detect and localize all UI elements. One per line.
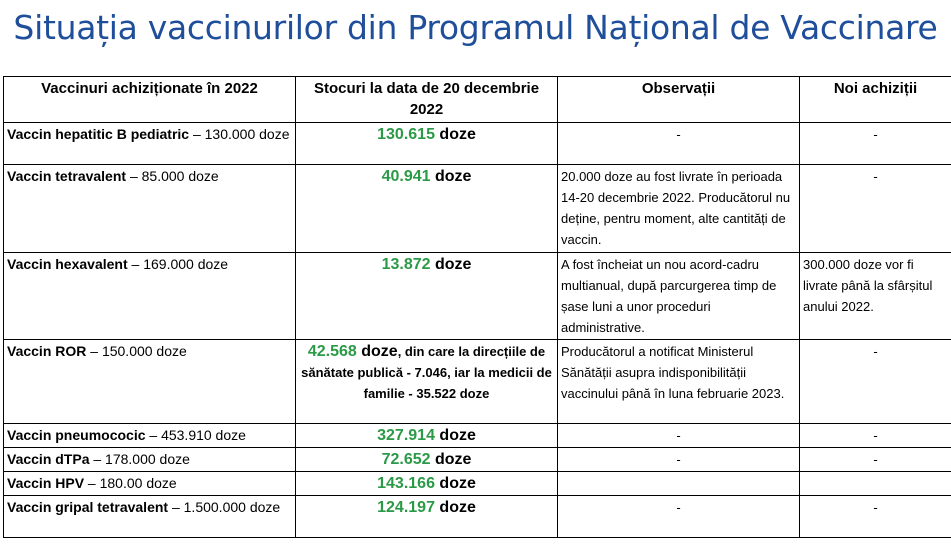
table-row — [4, 340, 951, 424]
observations-cell: 20.000 doze au fost livrate în perioada 14-20 decembrie 2022. Producătorul nu deține, pentru moment, alte cantități de vaccin. — [558, 165, 800, 253]
observations-cell: - — [558, 123, 800, 165]
vaccine-quantity: – 178.000 doze — [89, 451, 190, 467]
vaccine-name: Vaccin dTPa — [7, 451, 90, 467]
table-row — [4, 123, 951, 165]
stock-value: 42.568 — [307, 343, 357, 360]
vaccine-name: Vaccin hepatitic B pediatric — [7, 126, 190, 142]
vaccine-quantity: – 85.000 doze — [126, 168, 219, 184]
stock-value: 40.941 — [381, 168, 431, 185]
new-purchases-cell — [800, 472, 951, 496]
observations-cell: - — [558, 424, 800, 448]
observations-cell: - — [558, 496, 800, 538]
vaccine-name: Vaccin hexavalent — [7, 256, 128, 272]
vaccine-name-cell — [4, 340, 296, 424]
stock-value: 13.872 — [381, 256, 431, 273]
new-purchases-cell: - — [800, 165, 951, 253]
stock-unit: doze — [356, 343, 398, 360]
vaccine-name-cell — [4, 496, 296, 538]
stock-unit: doze — [430, 256, 472, 273]
stock-cell — [296, 424, 558, 448]
stock-value: 124.197 — [377, 499, 435, 516]
stock-value: 130.615 — [377, 126, 435, 143]
vaccine-quantity: – 130.000 doze — [189, 126, 290, 142]
vaccine-name-cell — [4, 472, 296, 496]
table-row — [4, 253, 951, 340]
vaccine-name: Vaccin gripal tetravalent — [7, 499, 169, 515]
stock-unit: doze — [434, 126, 476, 143]
vaccine-quantity: – 453.910 doze — [145, 427, 246, 443]
stock-cell — [296, 448, 558, 472]
table-row — [4, 472, 951, 496]
stock-breakdown: , din care la direcțiile de sănătate publică - 7.046, iar la medicii de familie - 35.522 doze — [301, 344, 552, 401]
vaccine-name-cell — [4, 424, 296, 448]
stock-value: 327.914 — [377, 427, 435, 444]
stock-unit: doze — [434, 427, 476, 444]
stock-unit: doze — [434, 475, 476, 492]
vaccine-quantity: – 1.500.000 doze — [168, 499, 281, 515]
observations-cell: Producătorul a notificat Ministerul Sănătății asupra indisponibilității vaccinului până în luna februarie 2023. — [558, 340, 800, 424]
new-purchases-cell: - — [800, 448, 951, 472]
table-row — [4, 496, 951, 538]
new-purchases-cell: - — [800, 424, 951, 448]
vaccine-name-cell — [4, 165, 296, 253]
stock-value: 143.166 — [377, 475, 435, 492]
stock-unit: doze — [430, 168, 472, 185]
stock-cell — [296, 165, 558, 253]
header-observations: Observații — [558, 77, 800, 123]
vaccine-name-cell — [4, 123, 296, 165]
stock-cell — [296, 340, 558, 424]
vaccine-name: Vaccin ROR — [7, 343, 87, 359]
vaccine-name-cell — [4, 448, 296, 472]
new-purchases-cell: - — [800, 496, 951, 538]
new-purchases-cell: - — [800, 340, 951, 424]
stock-value: 72.652 — [381, 451, 431, 468]
header-stocks: Stocuri la data de 20 decembrie 2022 — [296, 77, 558, 123]
table-row — [4, 165, 951, 253]
vaccine-quantity: – 180.00 doze — [84, 475, 177, 491]
stock-unit: doze — [430, 451, 472, 468]
new-purchases-cell: - — [800, 123, 951, 165]
vaccine-quantity: – 150.000 doze — [86, 343, 187, 359]
header-new-purchases: Noi achiziții — [800, 77, 951, 123]
stock-cell — [296, 496, 558, 538]
header-vaccines: Vaccinuri achiziționate în 2022 — [4, 77, 296, 123]
table-row — [4, 448, 951, 472]
observations-cell: A fost încheiat un nou acord-cadru multianual, după parcurgerea timp de șase luni a unor proceduri administrative. — [558, 253, 800, 340]
stock-cell — [296, 253, 558, 340]
stock-unit: doze — [434, 499, 476, 516]
observations-cell: - — [558, 448, 800, 472]
vaccine-name: Vaccin pneumococic — [7, 427, 146, 443]
observations-cell — [558, 472, 800, 496]
vaccine-name-cell — [4, 253, 296, 340]
table-header-row — [4, 77, 951, 123]
table-row — [4, 424, 951, 448]
vaccine-quantity: – 169.000 doze — [127, 256, 229, 272]
stock-cell — [296, 472, 558, 496]
stock-cell — [296, 123, 558, 165]
vaccine-table — [3, 76, 951, 538]
vaccine-name: Vaccin tetravalent — [7, 168, 127, 184]
vaccine-name: Vaccin HPV — [7, 475, 85, 491]
page-title: Situația vaccinurilor din Programul Național de Vaccinare — [13, 8, 938, 47]
new-purchases-cell: 300.000 doze vor fi livrate până la sfârșitul anului 2022. — [800, 253, 951, 340]
